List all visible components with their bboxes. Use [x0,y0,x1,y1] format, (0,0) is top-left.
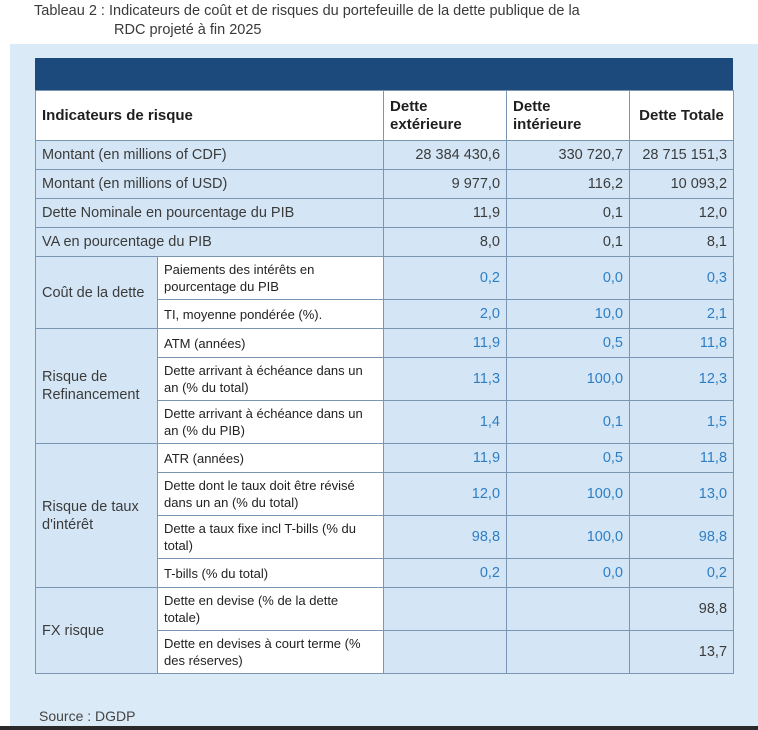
value-internal: 0,1 [507,199,630,228]
value-external: 8,0 [384,228,507,257]
value-external: 11,9 [384,329,507,358]
value-total: 98,8 [630,588,734,631]
value-internal: 0,0 [507,559,630,588]
value-internal: 0,1 [507,228,630,257]
header-row [36,91,734,141]
value-total: 13,0 [630,473,734,516]
bottom-rule [0,726,758,730]
table-row [36,444,734,473]
value-external: 9 977,0 [384,170,507,199]
value-total: 12,3 [630,358,734,401]
row-label: T-bills (% du total) [158,559,384,588]
value-external: 2,0 [384,300,507,329]
value-external: 11,9 [384,199,507,228]
group-label-interest-rate: Risque de taux d'intérêt [36,444,158,588]
value-external: 11,9 [384,444,507,473]
value-internal: 0,1 [507,401,630,444]
value-total: 8,1 [630,228,734,257]
row-label: Dette en devises à court terme (% des réserves) [158,631,384,674]
value-external: 12,0 [384,473,507,516]
header-external-debt: Dette extérieure [384,91,507,141]
caption-line-2: RDC projeté à fin 2025 [114,22,262,38]
value-external: 98,8 [384,516,507,559]
table-row [36,170,734,199]
value-internal: 0,5 [507,329,630,358]
header-indicators: Indicateurs de risque [36,91,384,141]
value-internal: 100,0 [507,516,630,559]
row-label: Dette arrivant à échéance dans un an (% du total) [158,358,384,401]
table-row [36,588,734,631]
value-total: 12,0 [630,199,734,228]
row-label: Dette Nominale en pourcentage du PIB [36,199,384,228]
value-external: 1,4 [384,401,507,444]
value-total: 2,1 [630,300,734,329]
value-external: 0,2 [384,559,507,588]
header-total-debt: Dette Totale [630,91,734,141]
value-internal: 10,0 [507,300,630,329]
value-total: 1,5 [630,401,734,444]
value-total: 13,7 [630,631,734,674]
row-label: Montant (en millions of CDF) [36,141,384,170]
row-label: Paiements des intérêts en pourcentage du PIB [158,257,384,300]
value-internal [507,588,630,631]
value-external [384,631,507,674]
value-total: 28 715 151,3 [630,141,734,170]
row-label: Montant (en millions of USD) [36,170,384,199]
row-label: VA en pourcentage du PIB [36,228,384,257]
value-total: 98,8 [630,516,734,559]
value-total: 10 093,2 [630,170,734,199]
table-caption [34,2,654,40]
value-external: 0,2 [384,257,507,300]
value-internal: 100,0 [507,473,630,516]
value-internal: 0,0 [507,257,630,300]
value-external: 28 384 430,6 [384,141,507,170]
table-row [36,257,734,300]
group-label-cost: Coût de la dette [36,257,158,329]
source-note: Source : DGDP [39,708,136,724]
value-external [384,588,507,631]
row-label: Dette en devise (% de la dette totale) [158,588,384,631]
row-label: Dette a taux fixe incl T-bills (% du total) [158,516,384,559]
value-internal: 100,0 [507,358,630,401]
value-external: 11,3 [384,358,507,401]
value-total: 11,8 [630,329,734,358]
group-label-fx: FX risque [36,588,158,674]
row-label: Dette arrivant à échéance dans un an (% du PIB) [158,401,384,444]
value-internal: 116,2 [507,170,630,199]
table-row [36,228,734,257]
value-total: 0,3 [630,257,734,300]
value-total: 11,8 [630,444,734,473]
header-internal-debt: Dette intérieure [507,91,630,141]
table-row [36,329,734,358]
row-label: ATR (années) [158,444,384,473]
value-internal: 330 720,7 [507,141,630,170]
value-total: 0,2 [630,559,734,588]
table-row [36,141,734,170]
row-label: Dette dont le taux doit être révisé dans un an (% du total) [158,473,384,516]
table-header-bar [35,58,733,90]
caption-line-1: Tableau 2 : Indicateurs de coût et de risques du portefeuille de la dette publique de la [34,3,580,19]
risk-indicators-table [35,90,734,674]
row-label: ATM (années) [158,329,384,358]
table-row [36,199,734,228]
row-label: TI, moyenne pondérée (%). [158,300,384,329]
value-internal: 0,5 [507,444,630,473]
group-label-refinancing: Risque de Refinancement [36,329,158,444]
value-internal [507,631,630,674]
